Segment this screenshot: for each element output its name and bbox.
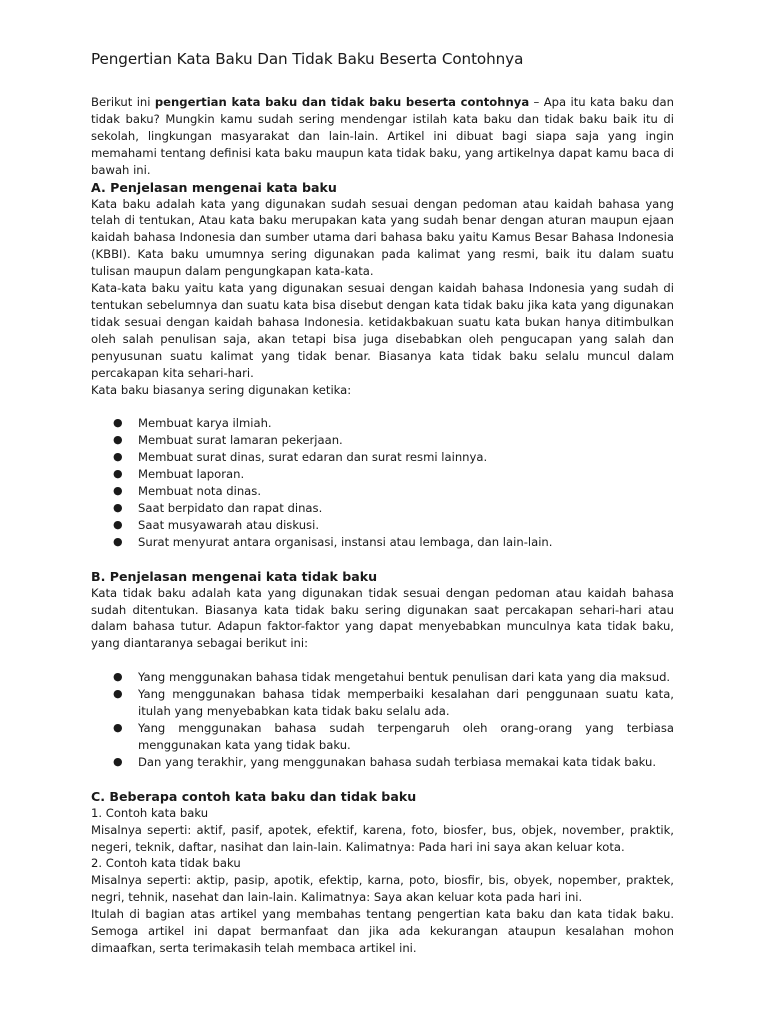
bullet-icon: ● [113,670,123,684]
list-item [91,686,674,720]
list-item [91,432,674,449]
list-item-text: Saat berpidato dan rapat dinas. [138,500,323,515]
bullet-icon: ● [113,500,123,514]
document-title: Pengertian Kata Baku Dan Tidak Baku Beserta Contohnya [91,50,524,68]
list-item-text: Membuat surat lamaran pekerjaan. [138,433,343,448]
bullet-icon: ● [113,517,123,531]
section-c-subheading-2: 2. Contoh kata tidak baku [91,856,241,871]
list-item [91,466,674,483]
bullet-icon: ● [113,450,123,464]
list-item-text: Membuat laporan. [138,467,245,482]
bullet-icon: ● [113,484,123,498]
section-a-heading: A. Penjelasan mengenai kata baku [91,179,337,195]
bullet-icon: ● [113,467,123,481]
list-item-text: Membuat nota dinas. [138,484,262,499]
bullet-icon: ● [113,721,123,734]
list-item [91,534,674,551]
list-item [91,720,674,754]
bullet-icon: ● [113,687,123,701]
bullet-icon: ● [113,433,123,447]
section-b-paragraph-1: Kata tidak baku adalah kata yang digunakan tidak sesuai dengan pedoman atau kaidah bahasa sudah ditentukan. Biasanya kata tidak baku sering digunakan saat percakapan sehari-hari atau dalam bahasa tutur. Adapun faktor-faktor yang dapat menyebabkan munculnya kata tidak baku, yang diantaranya sebagai berikut ini: [91,585,674,651]
bullet-icon: ● [113,754,123,768]
list-item-text: Yang menggunakan bahasa tidak memperbaiki kesalahan dari penggunaan suatu kata, itulah yang menyebabkan kata tidak baku selalu ada. [138,687,674,719]
list-item-text: Membuat karya ilmiah. [138,416,272,431]
list-item-text: Dan yang terakhir, yang menggunakan bahasa sudah terbiasa memakai kata tidak baku. [138,754,657,769]
list-item [91,500,674,517]
list-item-text: Yang menggunakan bahasa tidak mengetahui bentuk penulisan dari kata yang dia maksud. [138,670,671,685]
intro-paragraph [91,94,674,179]
section-c-example-2: Misalnya seperti: aktip, pasip, apotik, efektip, karna, poto, biosfir, bis, obyek, nopember, praktek, negri, tehnik, nasehat dan lain-lain. Kalimatnya: Saya akan keluar kota pada hari ini. [91,873,674,905]
intro-bold-phrase: pengertian kata baku dan tidak baku beserta contohnya [154,95,530,109]
section-c-heading: C. Beberapa contoh kata baku dan tidak baku [91,788,417,804]
spacer [91,652,674,669]
intro-rest: – Apa itu kata baku dan tidak baku? Mungkin kamu sudah sering mendengar istilah kata baku dan tidak baku baik itu di sekolah, lingkungan masyarakat dan lain-lain. Artikel ini dibuat bagi siapa saja yang ingin memahami tentang definisi kata baku maupun kata tidak baku, yang artikelnya dapat kamu baca di bawah ini. [91,95,674,177]
list-item-text: Yang menggunakan bahasa sudah terpengaruh oleh orang-orang yang terbiasa menggunakan kata yang tidak baku. [138,721,674,752]
list-item [91,449,674,466]
list-item [91,754,674,771]
section-c-example-1: Misalnya seperti: aktif, pasif, apotek, efektif, karena, foto, biosfer, bus, objek, november, praktik, negeri, teknik, daftar, nasihat dan lain-lain. Kalimatnya: Pada hari ini saya akan keluar kota. [91,822,674,854]
list-item [91,415,674,432]
section-a-paragraph-1: Kata baku adalah kata yang digunakan sudah sesuai dengan pedoman atau kaidah bahasa yang telah di tentukan, Atau kata baku merupakan kata yang sudah benar dengan aturan maupun ejaan kaidah bahasa Indonesia dan sumber utama dari bahasa baku yaitu Kamus Besar Bahasa Indonesia (KBBI). Kata baku umumnya sering digunakan pada kalimat yang resmi, baik itu dalam suatu tulisan maupun dalam pengungkapan kata-kata. [91,196,674,279]
list-item [91,483,674,500]
spacer [91,551,674,568]
closing-paragraph: Itulah di bagian atas artikel yang membahas tentang pengertian kata baku dan kata tidak baku. Semoga artikel ini dapat bermanfaat dan jika ada kekurangan ataupun kesalahan mohon dimaafkan, serta terimakasih telah membaca artikel ini. [91,907,674,955]
list-item [91,669,674,686]
section-b-bullet-list [91,669,674,770]
spacer [91,771,674,788]
section-a-paragraph-2: Kata-kata baku yaitu kata yang digunakan sesuai dengan kaidah bahasa Indonesia yang sudah di tentukan sebelumnya dan suatu kata bisa disebut dengan kata tidak baku jika kata yang digunakan tidak sesuai dengan kaidah bahasa Indonesia. ketidakbakuan suatu kata bukan hanya ditimbulkan oleh salah penulisan saja, akan tetapi bisa juga disebabkan oleh pengucapan yang salah dan penyusunan suatu kalimat yang tidak benar. Biasanya kata tidak baku selalu muncul dalam percakapan kita sehari-hari. [91,281,674,380]
section-a-bullet-list [91,415,674,550]
section-b-heading: B. Penjelasan mengenai kata tidak baku [91,568,378,584]
section-a-paragraph-3: Kata baku biasanya sering digunakan ketika: [91,382,352,397]
intro-lead: Berikut ini [91,95,155,109]
list-item-text: Saat musyawarah atau diskusi. [138,517,319,532]
list-item-text: Surat menyurat antara organisasi, instansi atau lembaga, dan lain-lain. [138,534,553,549]
spacer [91,398,674,415]
list-item [91,517,674,534]
list-item-text: Membuat surat dinas, surat edaran dan surat resmi lainnya. [138,450,488,465]
bullet-icon: ● [113,534,123,548]
section-c-subheading-1: 1. Contoh kata baku [91,805,209,820]
bullet-icon: ● [113,416,123,430]
